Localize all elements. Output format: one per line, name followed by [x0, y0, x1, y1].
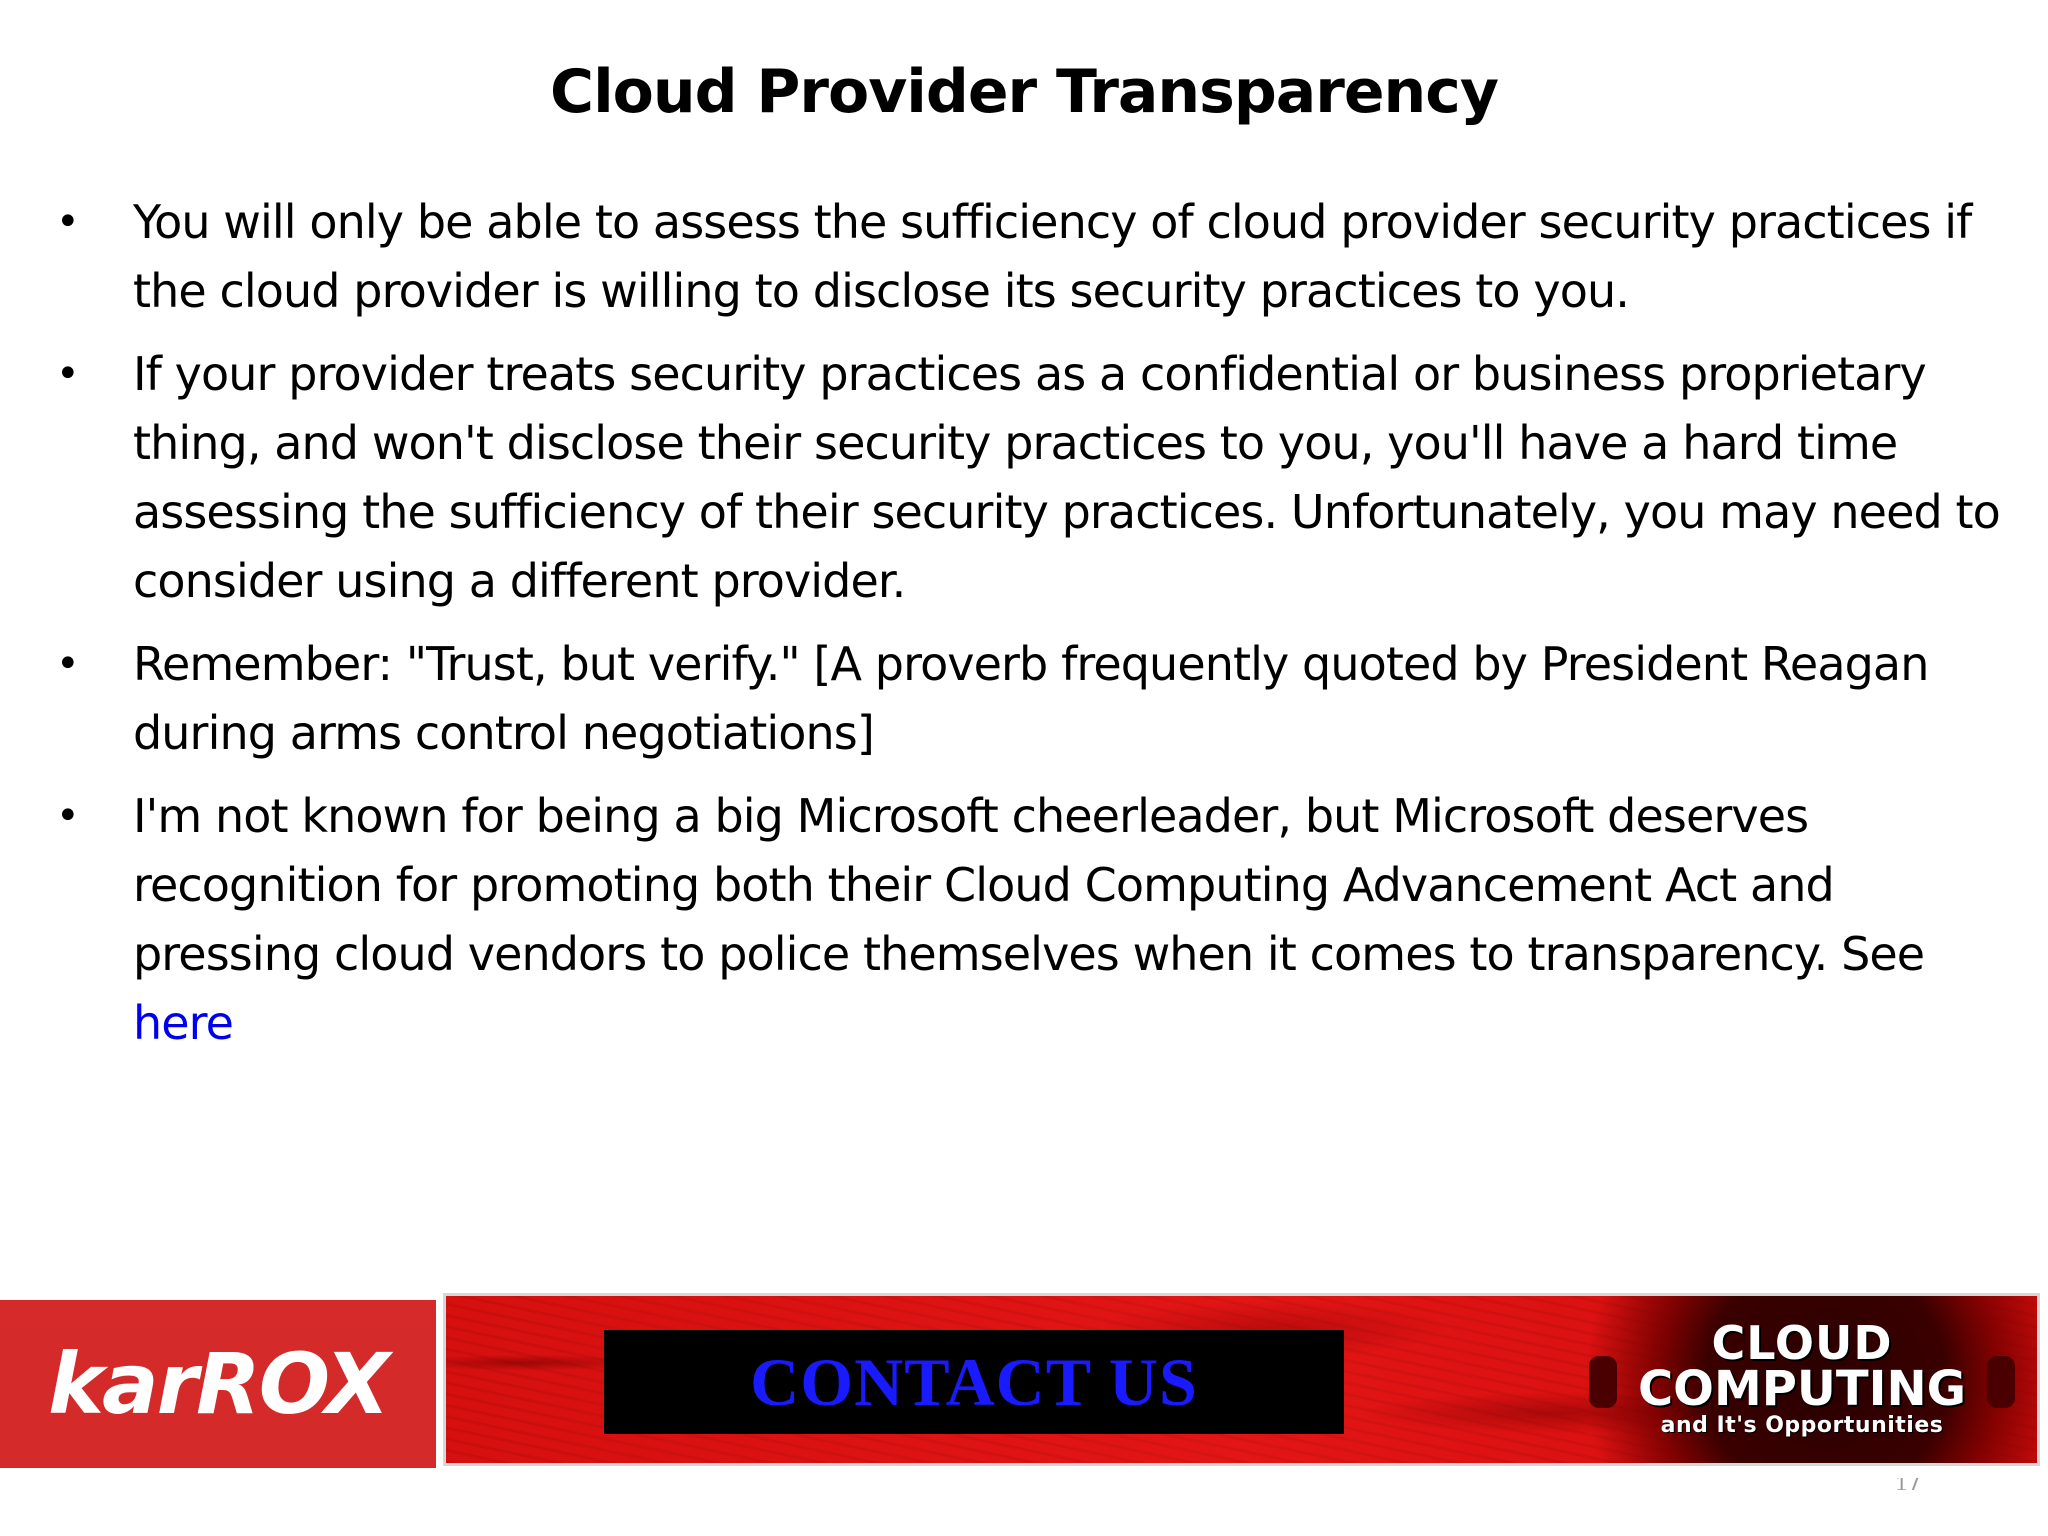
bullet-dot: •: [56, 641, 79, 687]
bullet-item: [0, 630, 2048, 768]
bullet-text: You will only be able to assess the sufficiency of cloud provider security practices if the cloud provider is willing to disclose its security practices to you.: [133, 195, 1972, 318]
headphone-left-icon: [1589, 1356, 1617, 1408]
bullet-item: [0, 188, 2048, 326]
logo-text: karROX: [48, 1335, 388, 1433]
bullet-item: [0, 340, 2048, 616]
headphone-right-icon: [1987, 1356, 2015, 1408]
bullet-dot: •: [56, 793, 79, 839]
bullet-list: [0, 188, 2048, 1072]
page-number: 17: [1895, 1478, 1921, 1490]
badge-line-cloud: CLOUD: [1711, 1315, 1893, 1370]
karrox-logo[interactable]: [0, 1300, 442, 1468]
slide-title: Cloud Provider Transparency: [550, 57, 1498, 127]
bullet-dot: •: [56, 199, 79, 245]
contact-us-label: CONTACT US: [750, 1343, 1198, 1420]
bullet-item: [0, 782, 2048, 1058]
badge-line-computing: COMPUTING: [1637, 1360, 1967, 1417]
bullet-text: Remember: "Trust, but verify." [A proverb frequently quoted by President Reagan during arms control negotiations]: [133, 637, 1929, 760]
here-link[interactable]: here: [133, 996, 234, 1050]
cloud-computing-badge: [1567, 1296, 2037, 1463]
banner-strip: [443, 1293, 2040, 1466]
footer-banner: [0, 1293, 2048, 1468]
contact-us-button[interactable]: [604, 1330, 1344, 1434]
bullet-text: I'm not known for being a big Microsoft cheerleader, but Microsoft deserves recognition for promoting both their Cloud Computing Advancement Act and pressing cloud vendors to police themselves when it comes to transparency. See: [133, 789, 1925, 981]
bullet-dot: •: [56, 351, 79, 397]
badge-line-tagline: and It's Opportunities: [1660, 1412, 1944, 1438]
bullet-text: If your provider treats security practices as a confidential or business proprietary thing, and won't disclose their security practices to you, you'll have a hard time assessing the sufficiency of their security practices. Unfortunately, you may need to consider using a different provider.: [133, 347, 2000, 608]
